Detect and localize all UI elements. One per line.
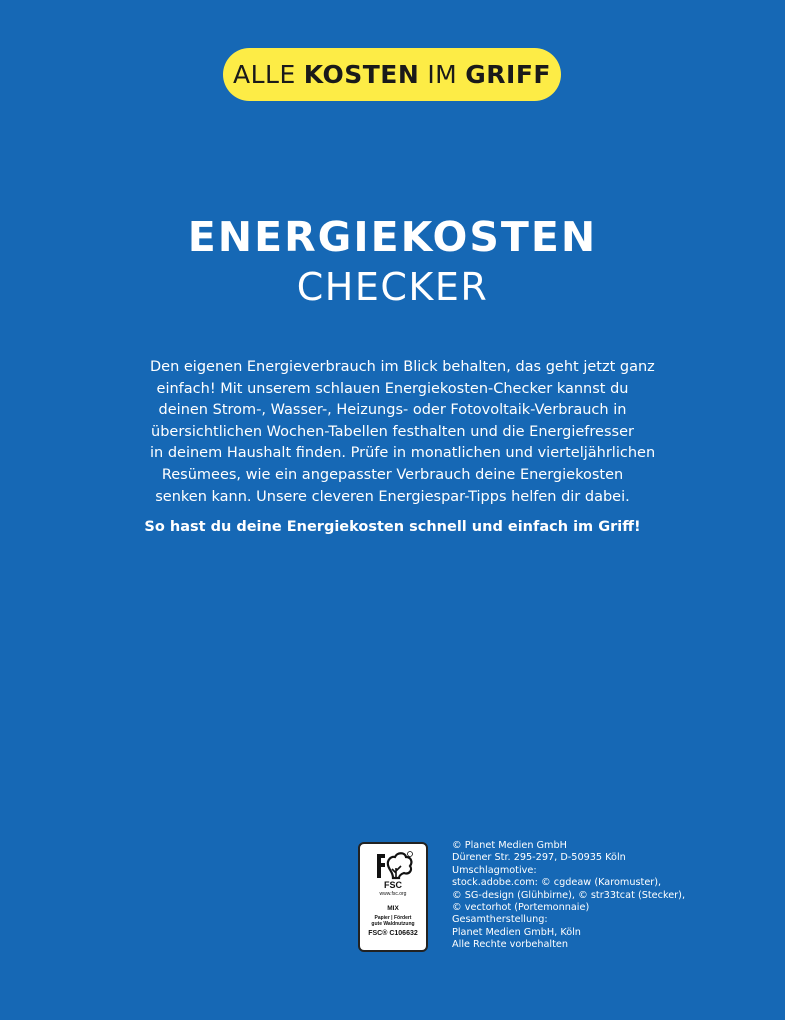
fsc-logo (358, 842, 428, 952)
tagline: So hast du deine Energiekosten schnell und einfach im Griff! (144, 519, 641, 535)
imprint-line: © Planet Medien GmbH (452, 840, 567, 851)
badge-word-1: ALLE (232, 60, 296, 89)
fsc-text-line: gute Waldnutzung (371, 921, 415, 927)
intro-line: Resümees, wie ein angepasster Verbrauch deine Energiekosten (161, 466, 624, 483)
intro-line: senken kann. Unsere cleveren Energiespar-Tipps helfen dir dabei. (155, 488, 630, 505)
intro-line: einfach! Mit unserem schlauen Energiekosten-Checker kannst du (156, 380, 629, 397)
badge-word-3: IM (427, 60, 458, 89)
imprint-line: Umschlagmotive: (452, 864, 537, 876)
series-badge (223, 48, 561, 101)
imprint-line: Alle Rechte vorbehalten (452, 939, 569, 951)
fsc-mix: MIX (387, 905, 399, 912)
intro-line: deinen Strom-, Wasser-, Heizungs- oder Fotovoltaik-Verbrauch in (158, 402, 627, 419)
imprint-line: © SG-design (Glühbirne), © str33tcat (Stecker), (452, 889, 686, 901)
svg-text:FSC: FSC (384, 880, 402, 890)
badge-word-2: KOSTEN (303, 60, 420, 89)
fsc-code: FSC® C106632 (368, 930, 418, 937)
fsc-text (371, 915, 414, 927)
imprint (452, 840, 685, 952)
badge-word-4: GRIFF (465, 60, 551, 89)
intro-paragraph (150, 357, 656, 508)
imprint-line: © vectorhot (Portemonnaie) (452, 902, 590, 914)
imprint-line: Gesamtherstellung: (452, 914, 548, 926)
imprint-line: stock.adobe.com: © cgdeaw (Karomuster), (452, 877, 662, 889)
imprint-line: Dürener Str. 295-297, D-50935 Köln (452, 852, 626, 864)
fsc-text-line: Papier | Fördert (374, 915, 412, 921)
intro-line: Den eigenen Energieverbrauch im Blick behalten, das geht jetzt ganz (150, 359, 655, 375)
intro-line: übersichtlichen Wochen-Tabellen festhalten und die Energiefresser (151, 423, 634, 440)
title-main: ENERGIEKOSTEN (187, 213, 598, 261)
fsc-url: www.fsc.org (379, 891, 407, 897)
imprint-line: Planet Medien GmbH, Köln (452, 926, 581, 938)
title-sub: CHECKER (296, 265, 489, 309)
intro-line: in deinem Haushalt finden. Prüfe in monatlichen und vierteljährlichen (150, 445, 656, 462)
fsc-tree-icon (371, 850, 415, 890)
